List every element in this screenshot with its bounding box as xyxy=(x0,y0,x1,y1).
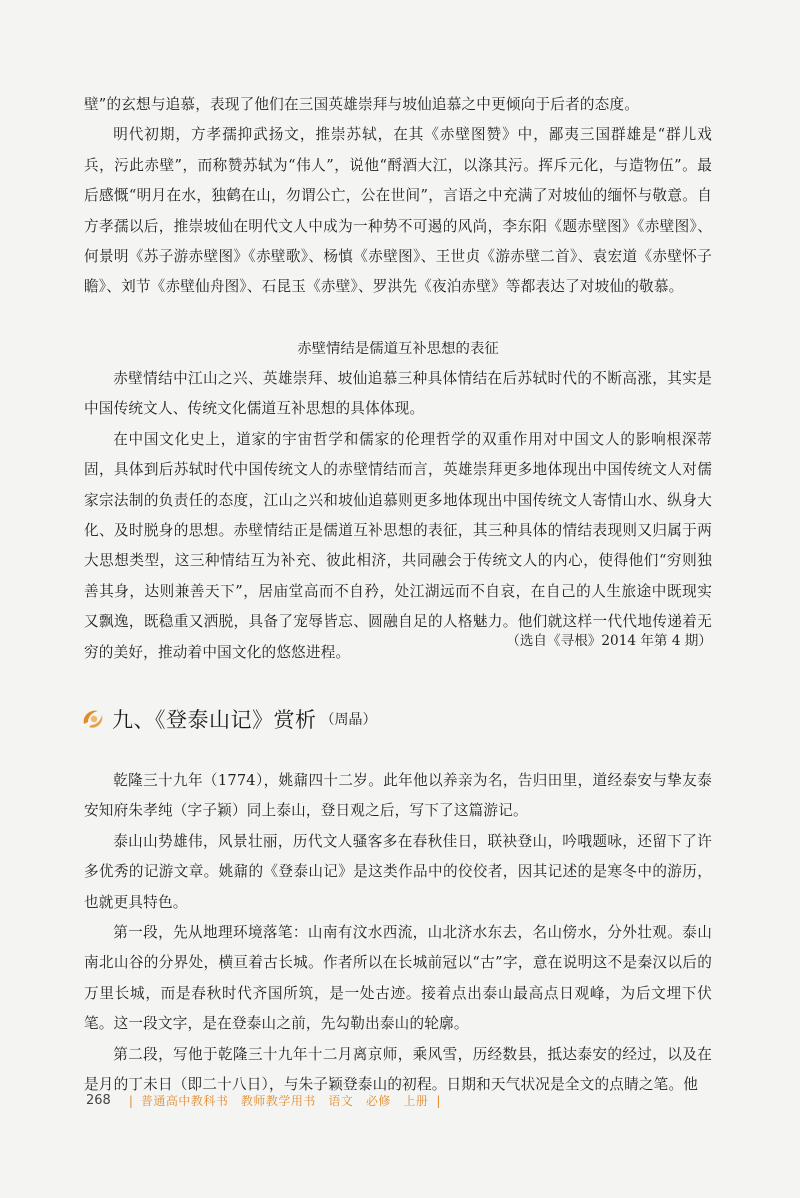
footer-divider: | xyxy=(128,1093,133,1108)
swirl-emblem-icon xyxy=(80,706,106,732)
page-footer xyxy=(86,1092,448,1109)
subsection-heading: 赤壁情结是儒道互补思想的表征 xyxy=(297,341,499,357)
paragraph: 第一段，先从地理环境落笔：山南有汶水西流，山北济水东去，名山傍水，分外壮观。泰山南北山谷的分界处，横亘着古长城。作者所以在长城前冠以“古”字，意在说明这不是秦汉以后的万里长城，而是春秋时代齐国所筑，是一处古迹。接着点出泰山最高点日观峰，为后文埋下伏笔。这一段文字，是在登泰山之前，先勾勒出泰山的轮廓。 xyxy=(84,924,712,1033)
section-author: （周晶） xyxy=(320,712,377,728)
top-text-block xyxy=(84,90,712,303)
source-citation: （选自《寻根》2014 年第 4 期） xyxy=(506,633,712,649)
footer-divider: | xyxy=(436,1093,441,1108)
paragraph: 赤壁情结中江山之兴、英雄崇拜、坡仙追慕三种具体情结在后苏轼时代的不断高涨，其实是中国传统文人、传统文化儒道互补思想的具体体现。 xyxy=(84,370,712,418)
subsection-body xyxy=(84,364,712,668)
paragraph: 乾隆三十九年（1774），姚鼐四十二岁。此年他以养亲为名，告归田里，道经泰安与挚友泰安知府朱孝纯（字子颖）同上泰山，登日观之后，写下了这篇游记。 xyxy=(84,772,712,820)
paragraph: 在中国文化史上，道家的宇宙哲学和儒家的伦理哲学的双重作用对中国文人的影响根深蒂固，具体到后苏轼时代中国传统文人的赤壁情结而言，英雄崇拜更多地体现出中国传统文人对儒家宗法制的负责任的态度，江山之兴和坡仙追慕则更多地体现出中国传统文人寄情山水、纵身大化、及时脱身的思想。赤壁情结正是儒道互补思想的表征，其三种具体的情结表现则又归属于两大思想类型，这三种情结互为补充、彼此相济，共同融会于传统文人的内心，使得他们“穷则独善其身，达则兼善天下”，居庙堂高而不自矜，处江湖远而不自哀，在自己的人生旅途中既现实又飘逸，既稳重又洒脱，具备了宠辱皆忘、圆融自足的人格魅力。他们就这样一代代地传递着无穷的美好，推动着中国文化的悠悠进程。 xyxy=(84,430,712,661)
section-title: 九、《登泰山记》赏析 xyxy=(112,708,317,732)
section-heading xyxy=(80,702,377,736)
paragraph: 明代初期，方孝孺抑武扬文，推崇苏轼，在其《赤壁图赞》中，鄙夷三国群雄是“群儿戏兵，污此赤壁”，而称赞苏轼为“伟人”，说他“酹酒大江，以涤其污。挥斥元化，与造物伍”。最后感慨“明月在水，独鹤在山，勿谓公亡，公在世间”，言语之中充满了对坡仙的缅怀与敬意。自方孝孺以后，推崇坡仙在明代文人中成为一种势不可遏的风尚，李东阳《题赤壁图》《赤壁图》、何景明《苏子游赤壁图》《赤壁歌》、杨慎《赤壁图》、王世贞《游赤壁二首》、袁宏道《赤壁怀子瞻》、刘节《赤壁仙舟图》、石昆玉《赤壁》、罗洪先《夜泊赤壁》等都表达了对坡仙的敬慕。 xyxy=(84,126,712,296)
section-body xyxy=(84,766,712,1100)
paragraph: 泰山山势雄伟，风景壮丽，历代文人骚客多在春秋佳日，联袂登山，吟哦题咏，还留下了许多优秀的记游文章。姚鼐的《登泰山记》是这类作品中的佼佼者，因其记述的是寒冬中的游历，也就更具特色。 xyxy=(84,832,712,911)
paragraph: 第二段，写他于乾隆三十九年十二月离京师，乘风雪，历经数县，抵达泰安的经过，以及在是月的丁未日（即二十八日），与朱子颖登泰山的初程。日期和天气状况是全文的点睛之笔。他 xyxy=(84,1045,712,1094)
page-number: 268 xyxy=(86,1093,111,1108)
book-title: 普通高中教科书 教师教学用书 语文 必修 上册 xyxy=(140,1094,429,1108)
paragraph: 壁”的玄想与追慕，表现了他们在三国英雄崇拜与坡仙追慕之中更倾向于后者的态度。 xyxy=(84,96,640,113)
